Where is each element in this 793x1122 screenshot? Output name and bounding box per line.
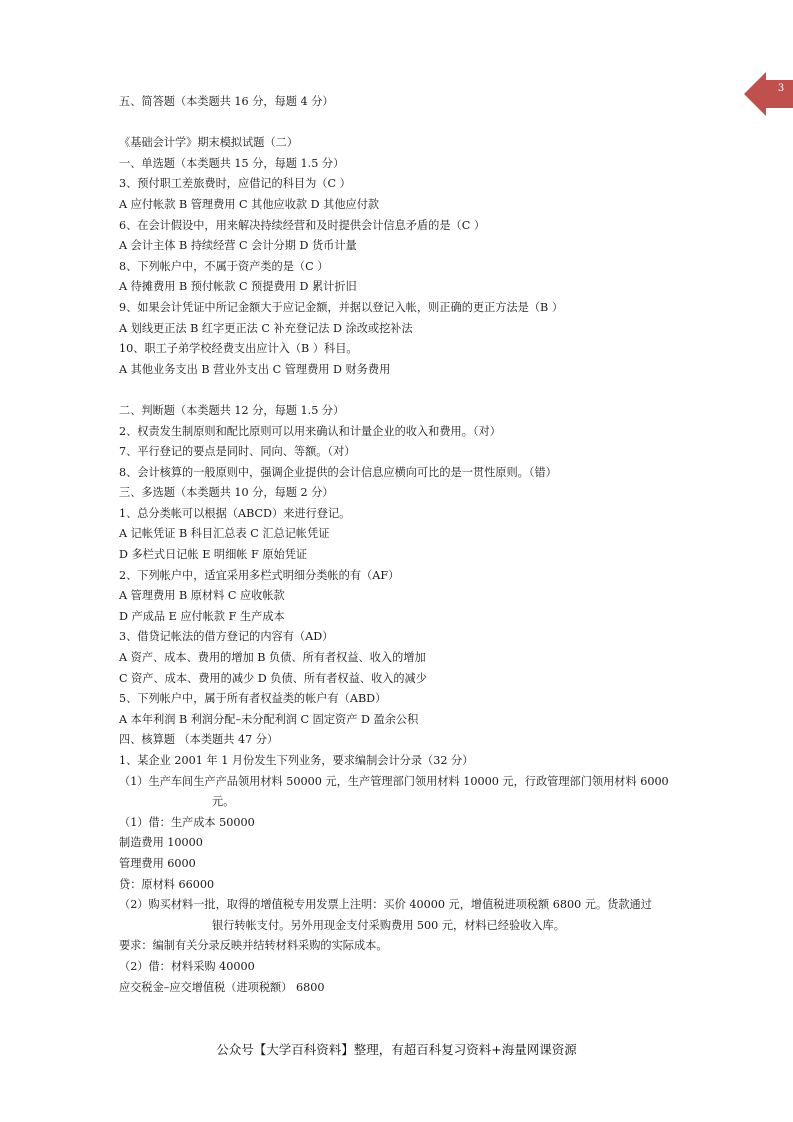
page-number-badge	[744, 72, 793, 116]
text-line: 四、核算题 （本类题共 47 分）	[119, 733, 279, 747]
text-line: 应交税金–应交增值税（进项税额） 6800	[119, 980, 325, 994]
text-line: A 划线更正法 B 红字更正法 C 补充登记法 D 涂改或挖补法	[119, 321, 413, 335]
text-line: A 管理费用 B 原材料 C 应收帐款	[119, 589, 285, 603]
text-line: A 会计主体 B 持续经营 C 会计分期 D 货币计量	[119, 239, 357, 253]
text-line: （1）生产车间生产产品领用材料 50000 元，生产管理部门领用材料 10000 元，行政管理部门领用材料 6000	[119, 774, 669, 788]
text-line: （2）购买材料一批，取得的增值税专用发票上注明：买价 40000 元，增值税进项税额 6800 元。货款通过	[119, 898, 652, 912]
footer-note: 公众号【大学百科资料】整理，有超百科复习资料+海量网课资源	[216, 1042, 577, 1057]
text-line: 1、某企业 2001 年 1 月份发生下列业务，要求编制会计分录（32 分）	[119, 754, 474, 767]
text-line: D 多栏式日记帐 E 明细帐 F 原始凭证	[119, 548, 308, 562]
text-line: （1）借：生产成本 50000	[119, 815, 255, 829]
text-line: 8、下列帐户中，不属于资产类的是（C ）	[119, 259, 329, 273]
text-line: 《基础会计学》期末模拟试题（二）	[119, 136, 299, 150]
text-line: 要求：编制有关分录反映并结转材料采购的实际成本。	[119, 939, 388, 953]
text-line: 5、下列帐户中，属于所有者权益类的帐户有（ABD）	[119, 692, 387, 706]
text-line: 一、单选题（本类题共 15 分，每题 1.5 分）	[119, 156, 345, 170]
text-line: 管理费用 6000	[119, 856, 196, 870]
text-line: 7、平行登记的要点是同时、同向、等额。（对）	[119, 445, 356, 459]
text-line: 贷：原材料 66000	[119, 877, 215, 891]
page-badge-shape	[744, 72, 793, 116]
text-line: A 应付帐款 B 管理费用 C 其他应收款 D 其他应付款	[119, 197, 380, 211]
page-number: 3	[777, 83, 785, 94]
text-line: A 本年利润 B 利润分配–未分配利润 C 固定资产 D 盈余公积	[119, 712, 419, 726]
document-body	[119, 92, 699, 998]
text-line: A 记帐凭证 B 科目汇总表 C 汇总记帐凭证	[119, 527, 330, 541]
text-line: D 产成品 E 应付帐款 F 生产成本	[119, 609, 285, 623]
text-line: C 资产、成本、费用的减少 D 负债、所有者权益、收入的减少	[119, 671, 427, 685]
text-line: 6、在会计假设中，用来解决持续经营和及时提供会计信息矛盾的是（C ）	[119, 218, 486, 232]
text-line: 2、权责发生制原则和配比原则可以用来确认和计量企业的收入和费用。（对）	[119, 424, 501, 438]
text-line: A 资产、成本、费用的增加 B 负债、所有者权益、收入的增加	[119, 651, 426, 665]
text-line: 8、会计核算的一般原则中，强调企业提供的会计信息应横向可比的是一贯性原则。（错）	[119, 465, 557, 479]
text-line: 2、下列帐户中，适宜采用多栏式明细分类帐的有（AF）	[119, 568, 400, 582]
text-line: 五、简答题（本类题共 16 分，每题 4 分）	[119, 95, 334, 108]
text-line: 制造费用 10000	[119, 836, 203, 850]
text-line: 10、职工子弟学校经费支出应计入（B ）科目。	[119, 342, 358, 356]
text-line: 9、如果会计凭证中所记金额大于应记金额，并据以登记入帐，则正确的更正方法是（B ）	[119, 300, 564, 314]
text-line: 元。	[212, 795, 235, 809]
text-line: 1、总分类帐可以根据（ABCD）来进行登记。	[119, 506, 351, 520]
text-line: A 待摊费用 B 预付帐款 C 预提费用 D 累计折旧	[119, 280, 357, 294]
blank-line	[119, 113, 699, 134]
text-line: 二、判断题（本类题共 12 分，每题 1.5 分）	[119, 403, 345, 417]
text-line: 银行转帐支付。另外用现金支付采购费用 500 元，材料已经验收入库。	[212, 918, 565, 932]
text-line: （2）借：材料采购 40000	[119, 959, 255, 973]
text-line: 3、借贷记帐法的借方登记的内容有（AD）	[119, 630, 334, 644]
blank-line	[119, 380, 699, 401]
text-line: 三、多选题（本类题共 10 分，每题 2 分）	[119, 486, 334, 500]
text-line: A 其他业务支出 B 营业外支出 C 管理费用 D 财务费用	[119, 362, 391, 376]
text-line: 3、预付职工差旅费时，应借记的科目为（C ）	[119, 177, 351, 191]
